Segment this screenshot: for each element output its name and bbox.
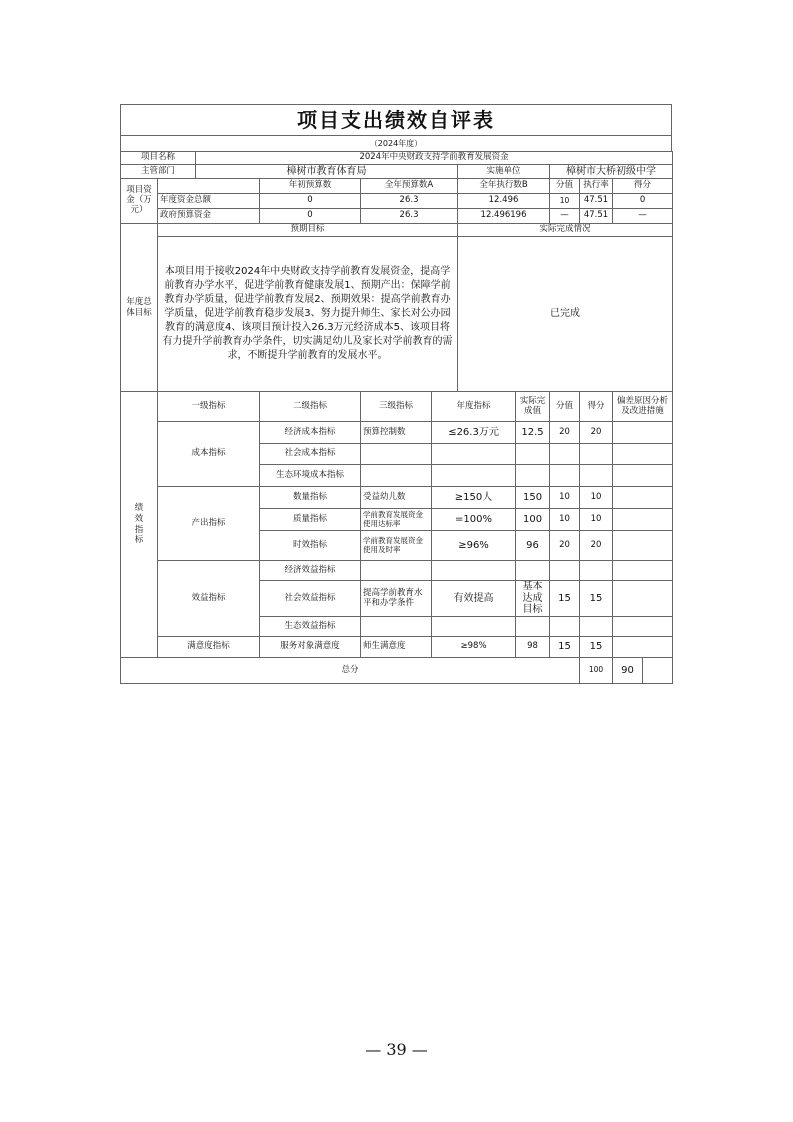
indicators-label-text: 绩效指标 [134, 503, 144, 546]
funds-cell: — [613, 209, 673, 224]
actual-cell: 150 [516, 487, 550, 509]
expected-goal-header: 预期目标 [158, 224, 458, 237]
header-level1: 一级指标 [158, 392, 260, 422]
funds-row-gov [121, 209, 673, 224]
page-number: — 39 — [365, 1040, 428, 1059]
target-cell [432, 444, 516, 465]
unit-value: 樟树市大桥初级中学 [550, 165, 673, 179]
score-cell: 20 [580, 422, 613, 444]
actual-cell: 96 [516, 531, 550, 561]
indicator-row [121, 422, 673, 444]
target-cell [432, 617, 516, 637]
funds-row-total [121, 194, 673, 209]
score-cell: 20 [580, 531, 613, 561]
group-cost: 成本指标 [158, 422, 260, 487]
level2-cell: 时效指标 [260, 531, 361, 561]
level2-cell: 生态环境成本指标 [260, 465, 361, 487]
funds-cell: 26.3 [361, 209, 458, 224]
funds-cell: 26.3 [361, 194, 458, 209]
header-weight: 分值 [550, 392, 580, 422]
weight-cell: 15 [550, 581, 580, 617]
group-satisfaction: 满意度指标 [158, 637, 260, 658]
funds-cell: 12.496 [458, 194, 550, 209]
header-level3: 三级指标 [361, 392, 432, 422]
level3-cell: 学前教育发展资金使用及时率 [361, 531, 432, 561]
target-cell: ≥96% [432, 531, 516, 561]
funds-label: 项目资金（万元） [121, 179, 158, 224]
funds-header-rate: 执行率 [580, 179, 613, 194]
actual-cell: 基本达成目标 [516, 581, 550, 617]
target-cell: 有效提高 [432, 581, 516, 617]
actual-completion-text: 已完成 [458, 237, 673, 392]
level3-cell [361, 561, 432, 581]
level2-cell: 社会效益指标 [260, 581, 361, 617]
funds-blank-header [158, 179, 260, 194]
score-cell [580, 444, 613, 465]
total-blank [643, 658, 673, 684]
form-table [120, 151, 673, 684]
note-cell [613, 617, 673, 637]
note-cell [613, 581, 673, 617]
level2-cell: 数量指标 [260, 487, 361, 509]
total-score: 90 [613, 658, 643, 684]
note-cell [613, 444, 673, 465]
note-cell [613, 509, 673, 531]
goals-label-text: 年度总体目标 [126, 296, 152, 318]
note-cell [613, 487, 673, 509]
funds-cell: 0 [613, 194, 673, 209]
target-cell: ≥98% [432, 637, 516, 658]
funds-cell: 47.51 [580, 194, 613, 209]
project-name-label: 项目名称 [121, 152, 196, 165]
level2-cell: 服务对象满意度 [260, 637, 361, 658]
level3-cell [361, 617, 432, 637]
header-deviation: 偏差原因分析及改进措施 [613, 392, 673, 422]
level3-cell: 学前教育发展资金使用达标率 [361, 509, 432, 531]
actual-cell [516, 444, 550, 465]
weight-cell [550, 465, 580, 487]
note-cell [613, 637, 673, 658]
note-cell [613, 465, 673, 487]
score-cell [580, 617, 613, 637]
score-cell: 10 [580, 487, 613, 509]
actual-cell: 98 [516, 637, 550, 658]
level3-cell: 受益幼儿数 [361, 487, 432, 509]
expected-goal-text: 本项目用于接收2024年中央财政支持学前教育发展资金，提高学前教育办学水平，促进学前教育健康发展1、预期产出：保障学前教育办学质量，促进学前教育发展2、预期效果：提高学前教育办学质量，促进学前教育稳步发展3、努力提升师生、家长对公办园教育的满意度4、该项目预计投入26.3万元经济成本5、该项目将有力提升学前教育办学条件，切实满足幼儿及家长对学前教育的需求，不断提升学前教育的发展水平。 [158, 237, 458, 392]
goals-body-row [121, 237, 673, 392]
target-cell: =100% [432, 509, 516, 531]
target-cell [432, 561, 516, 581]
goals-header-row [121, 224, 673, 237]
actual-cell [516, 617, 550, 637]
level2-cell: 质量指标 [260, 509, 361, 531]
funds-header-weight: 分值 [550, 179, 580, 194]
level2-cell: 社会成本指标 [260, 444, 361, 465]
year-box [120, 135, 672, 151]
actual-cell [516, 561, 550, 581]
project-name-row [121, 152, 673, 165]
note-cell [613, 422, 673, 444]
funds-header-score: 得分 [613, 179, 673, 194]
form-title: 项目支出绩效自评表 [297, 108, 495, 132]
dept-label: 主管部门 [121, 165, 196, 179]
funds-header-annual: 全年预算数A [361, 179, 458, 194]
target-cell: ≥150人 [432, 487, 516, 509]
actual-cell [516, 465, 550, 487]
funds-row-name: 年度资金总额 [158, 194, 260, 209]
title-box [120, 104, 672, 135]
project-name-value: 2024年中央财政支持学前教育发展资金 [196, 152, 673, 165]
actual-completion-header: 实际完成情况 [458, 224, 673, 237]
funds-cell: — [550, 209, 580, 224]
target-cell [432, 465, 516, 487]
indicator-row [121, 561, 673, 581]
level3-cell: 师生满意度 [361, 637, 432, 658]
note-cell [613, 561, 673, 581]
funds-cell: 0 [260, 194, 361, 209]
group-benefit: 效益指标 [158, 561, 260, 637]
weight-cell [550, 617, 580, 637]
total-row [121, 658, 673, 684]
level3-cell: 提高学前教育水平和办学条件 [361, 581, 432, 617]
header-score: 得分 [580, 392, 613, 422]
score-cell: 15 [580, 637, 613, 658]
header-target: 年度指标 [432, 392, 516, 422]
dept-row [121, 165, 673, 179]
note-cell [613, 531, 673, 561]
dept-value: 樟树市教育体育局 [196, 165, 458, 179]
weight-cell: 20 [550, 531, 580, 561]
self-evaluation-form [120, 104, 672, 684]
group-output: 产出指标 [158, 487, 260, 561]
score-cell [580, 465, 613, 487]
indicators-label [121, 392, 158, 658]
weight-cell: 15 [550, 637, 580, 658]
funds-cell: 0 [260, 209, 361, 224]
funds-header-row [121, 179, 673, 194]
level3-cell [361, 444, 432, 465]
total-label: 总分 [121, 658, 580, 684]
header-level2: 二级指标 [260, 392, 361, 422]
header-actual: 实际完成值 [516, 392, 550, 422]
weight-cell [550, 444, 580, 465]
form-year: （2024年度） [369, 139, 423, 148]
target-cell: ≤26.3万元 [432, 422, 516, 444]
level3-cell [361, 465, 432, 487]
funds-row-name: 政府预算资金 [158, 209, 260, 224]
weight-cell [550, 561, 580, 581]
level2-cell: 经济成本指标 [260, 422, 361, 444]
funds-header-initial: 年初预算数 [260, 179, 361, 194]
goals-label [121, 224, 158, 392]
total-weight: 100 [580, 658, 613, 684]
score-cell: 10 [580, 509, 613, 531]
indicator-row [121, 637, 673, 658]
level2-cell: 经济效益指标 [260, 561, 361, 581]
actual-cell: 100 [516, 509, 550, 531]
funds-cell: 10 [550, 194, 580, 209]
score-cell: 15 [580, 581, 613, 617]
funds-header-executed: 全年执行数B [458, 179, 550, 194]
funds-cell: 47.51 [580, 209, 613, 224]
funds-cell: 12.496196 [458, 209, 550, 224]
weight-cell: 10 [550, 509, 580, 531]
level2-cell: 生态效益指标 [260, 617, 361, 637]
actual-cell: 12.5 [516, 422, 550, 444]
score-cell [580, 561, 613, 581]
level3-cell: 预算控制数 [361, 422, 432, 444]
weight-cell: 10 [550, 487, 580, 509]
unit-label: 实施单位 [458, 165, 550, 179]
indicators-header-row [121, 392, 673, 422]
weight-cell: 20 [550, 422, 580, 444]
indicator-row [121, 487, 673, 509]
